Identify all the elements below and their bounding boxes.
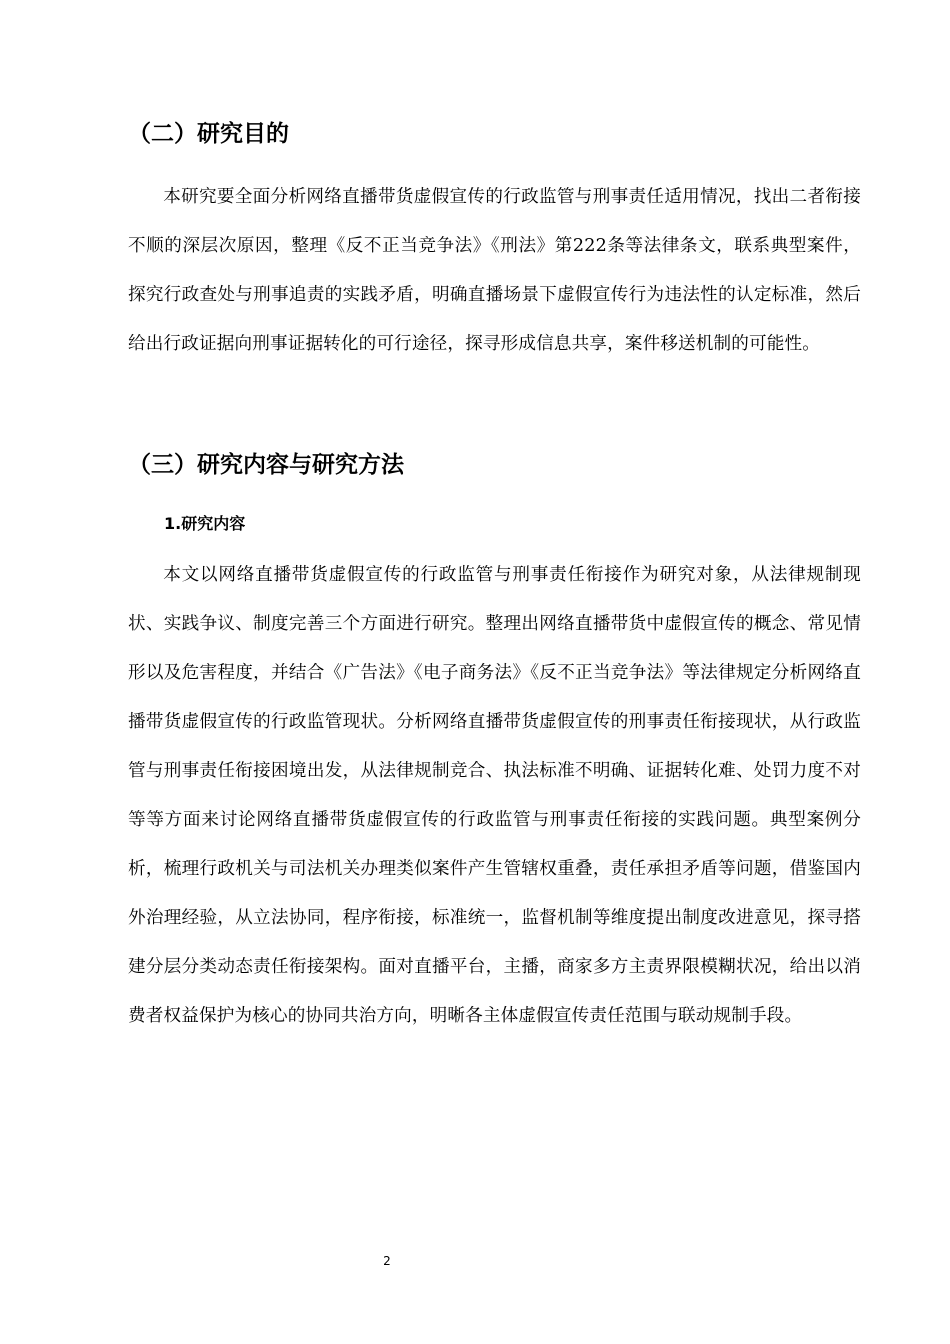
subheading-research-content: 1.研究内容 [164,514,246,533]
paragraph-research-content: 本文以网络直播带货虚假宣传的行政监管与刑事责任衔接作为研究对象，从法律规制现状、实践争议、制度完善三个方面进行研究。整理出网络直播带货中虚假宣传的概念、常见情形以及危害程度，并结合《广告法》《电子商务法》《反不正当竞争法》等法律规定分析网络直播带货虚假宣传的行政监管现状。分析网络直播带货虚假宣传的刑事责任衔接现状，从行政监管与刑事责任衔接困境出发，从法律规制竞合、执法标准不明确、证据转化难、处罚力度不对等等方面来讨论网络直播带货虚假宣传的行政监管与刑事责任衔接的实践问题。典型案例分析，梳理行政机关与司法机关办理类似案件产生管辖权重叠，责任承担矛盾等问题，借鉴国内外治理经验，从立法协同，程序衔接，标准统一，监督机制等维度提出制度改进意见，探寻搭建分层分类动态责任衔接架构。面对直播平台，主播，商家多方主责界限模糊状况，给出以消费者权益保护为核心的协同共治方向，明晰各主体虚假宣传责任范围与联动规制手段。 [128,565,861,1026]
section-heading-research-purpose: （二）研究目的 [128,121,289,147]
section-heading-research-content-and-method: （三）研究内容与研究方法 [128,452,404,478]
page-number: 2 [383,1254,391,1268]
paragraph-research-purpose: 本研究要全面分析网络直播带货虚假宣传的行政监管与刑事责任适用情况，找出二者衔接不顺的深层次原因，整理《反不正当竞争法》《刑法》第222条等法律条文，联系典型案件，探究行政查处与刑事追责的实践矛盾，明确直播场景下虚假宣传行为违法性的认定标准，然后给出行政证据向刑事证据转化的可行途径，探寻形成信息共享，案件移送机制的可能性。 [128,187,861,354]
